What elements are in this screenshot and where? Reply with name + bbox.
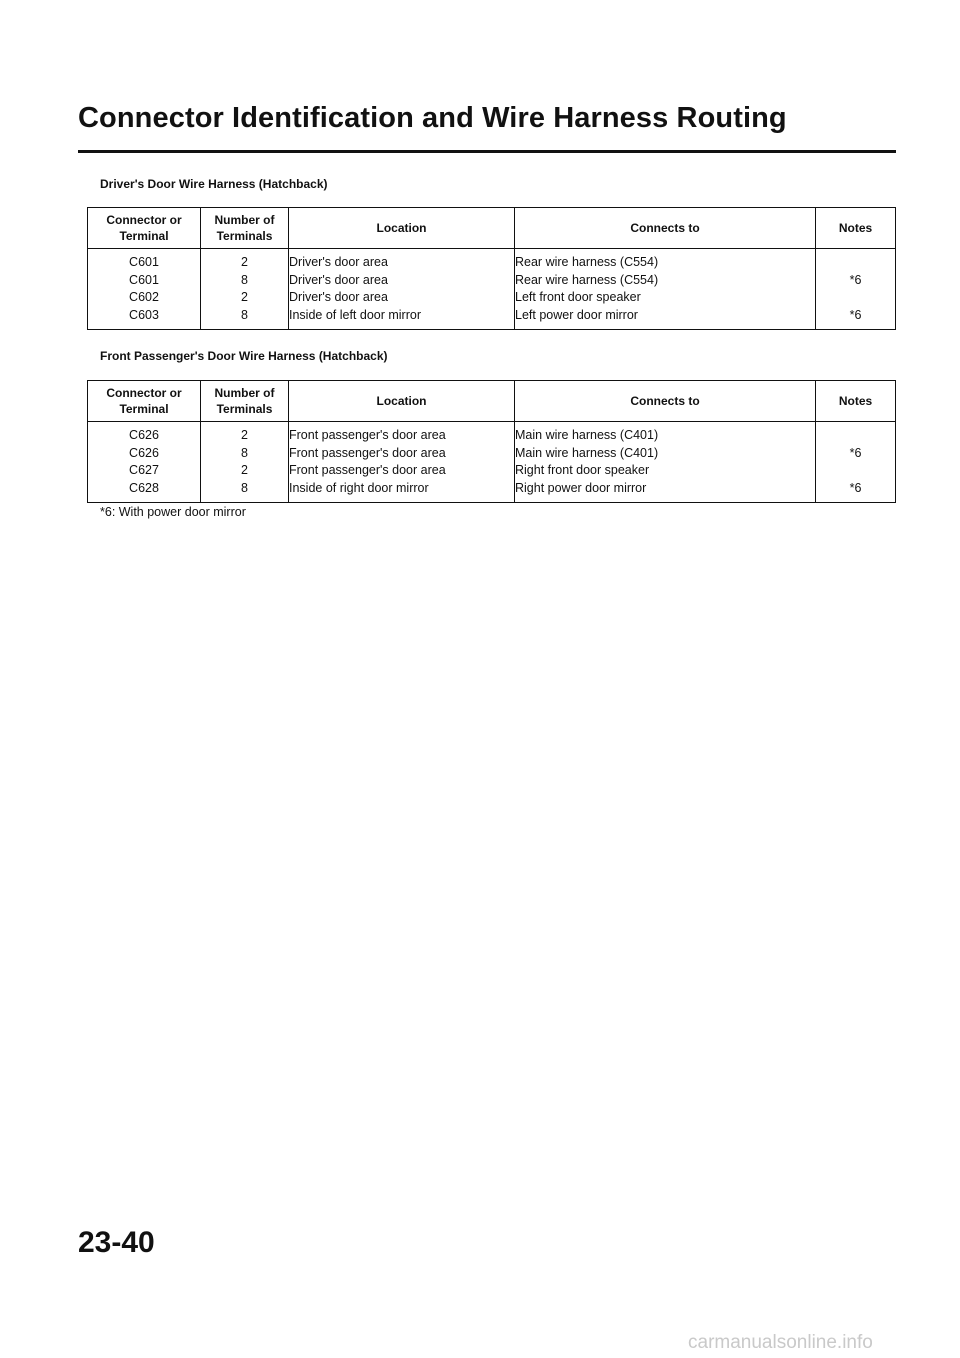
notes-column [816, 422, 896, 503]
connects-to-cell: Right front door speaker [515, 463, 650, 477]
header-connector [88, 381, 201, 422]
table-row [88, 422, 896, 503]
location-cell: Inside of left door mirror [289, 307, 421, 322]
connects-to-cell: Rear wire harness (C554) [515, 272, 659, 287]
page-number: 23-40 [78, 1226, 155, 1259]
connects-to-column [515, 422, 816, 503]
terminals-cell: 2 [241, 290, 248, 304]
connects-to-cell: Main wire harness (C401) [515, 445, 659, 460]
notes-cell [816, 289, 895, 307]
terminals-cell: 2 [241, 463, 248, 477]
notes-cell: *6 [849, 445, 862, 460]
page-title: Connector Identification and Wire Harness Routing [78, 102, 787, 134]
footnote: *6: With power door mirror [100, 505, 246, 519]
header-connector [88, 208, 201, 249]
location-cell: Driver's door area [289, 272, 388, 287]
connector-cell: C603 [129, 307, 159, 322]
terminals-column [201, 249, 289, 330]
connector-cell: C601 [129, 255, 159, 269]
header-terminals [201, 208, 289, 249]
terminals-column [201, 422, 289, 503]
watermark: carmanualsonline.info [688, 1332, 873, 1353]
header-location: Location [289, 381, 515, 422]
table-1-title: Driver's Door Wire Harness (Hatchback) [100, 177, 328, 191]
header-connector-line-2: Terminal [119, 229, 169, 243]
connects-to-column [515, 249, 816, 330]
connector-column [88, 422, 201, 503]
header-connector-line-2: Terminal [119, 402, 169, 416]
header-terminals-line-1: Number of [214, 213, 275, 227]
location-cell: Driver's door area [289, 255, 388, 269]
header-terminals-line-1: Number of [214, 386, 275, 400]
connector-column [88, 249, 201, 330]
header-connector-line-1: Connector or [106, 386, 182, 400]
location-cell: Front passenger's door area [289, 428, 446, 442]
notes-cell [816, 462, 895, 480]
drivers-door-harness-table [87, 207, 896, 330]
header-connector-line-1: Connector or [106, 213, 182, 227]
connects-to-cell: Left power door mirror [515, 307, 638, 322]
notes-cell: *6 [849, 272, 862, 287]
terminals-cell: 8 [241, 480, 248, 495]
terminals-cell: 8 [241, 272, 248, 287]
table-row [88, 249, 896, 330]
notes-cell: *6 [849, 307, 862, 322]
location-cell: Driver's door area [289, 290, 388, 304]
table-2-title: Front Passenger's Door Wire Harness (Hatchback) [100, 349, 388, 363]
connector-cell: C627 [129, 463, 159, 477]
terminals-cell: 8 [241, 307, 248, 322]
header-terminals-line-2: Terminals [216, 402, 273, 416]
table-header-row [88, 208, 896, 249]
location-cell: Front passenger's door area [289, 463, 446, 477]
table-header-row [88, 381, 896, 422]
connects-to-cell: Right power door mirror [515, 480, 647, 495]
notes-column [816, 249, 896, 330]
title-rule [78, 150, 896, 153]
connects-to-cell: Left front door speaker [515, 290, 641, 304]
front-passengers-door-harness-table [87, 380, 896, 503]
connects-to-cell: Main wire harness (C401) [515, 428, 659, 442]
location-column [289, 422, 515, 503]
notes-cell [816, 427, 895, 445]
header-terminals-line-2: Terminals [216, 229, 273, 243]
location-cell: Front passenger's door area [289, 445, 446, 460]
connects-to-cell: Rear wire harness (C554) [515, 255, 659, 269]
notes-cell [816, 254, 895, 272]
header-location: Location [289, 208, 515, 249]
terminals-cell: 2 [241, 428, 248, 442]
connector-cell: C628 [129, 480, 159, 495]
terminals-cell: 2 [241, 255, 248, 269]
connector-cell: C602 [129, 290, 159, 304]
connector-cell: C601 [129, 272, 159, 287]
notes-cell: *6 [849, 480, 862, 495]
header-terminals [201, 381, 289, 422]
header-notes: Notes [816, 208, 896, 249]
connector-cell: C626 [129, 445, 159, 460]
connector-cell: C626 [129, 428, 159, 442]
header-notes: Notes [816, 381, 896, 422]
location-cell: Inside of right door mirror [289, 480, 429, 495]
location-column [289, 249, 515, 330]
header-connects-to: Connects to [515, 208, 816, 249]
terminals-cell: 8 [241, 445, 248, 460]
header-connects-to: Connects to [515, 381, 816, 422]
